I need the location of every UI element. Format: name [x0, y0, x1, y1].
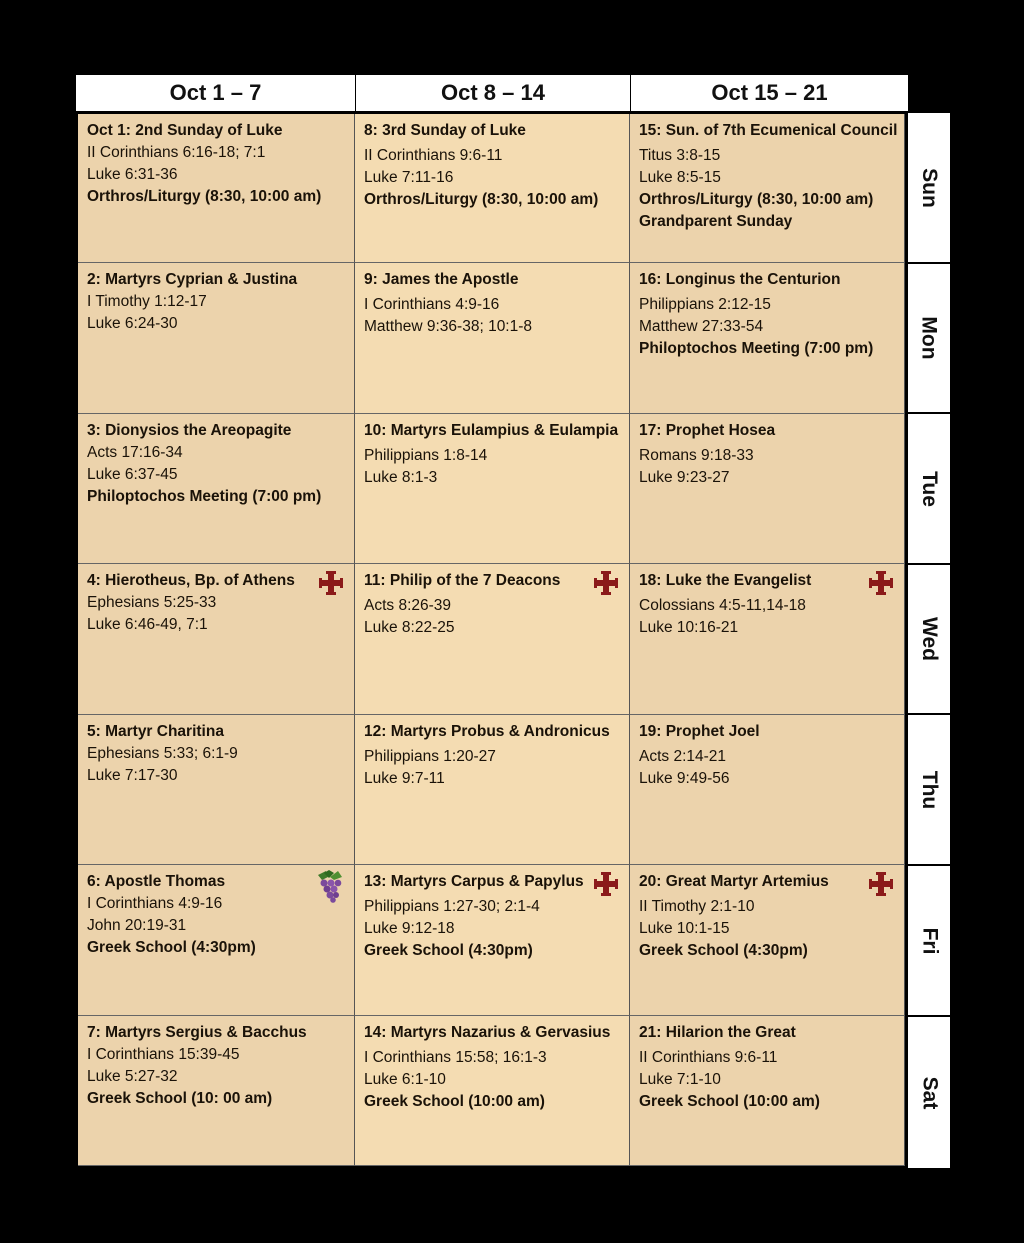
scripture-reading: John 20:19-31 — [87, 917, 187, 934]
day-label-text: Thu — [917, 770, 941, 809]
scripture-reading: Philippians 1:8-14 — [364, 447, 488, 464]
feast-title: Oct 1: 2nd Sunday of Luke — [87, 122, 283, 139]
feast-title: 10: Martyrs Eulampius & Eulampia — [364, 422, 619, 439]
day-label — [908, 113, 950, 264]
calendar-cell — [355, 865, 630, 1016]
scripture-reading: Matthew 27:33-54 — [639, 318, 764, 335]
scripture-reading: I Corinthians 15:58; 16:1-3 — [364, 1049, 547, 1066]
scripture-reading: Philippians 2:12-15 — [639, 296, 771, 313]
event-note: Philoptochos Meeting (7:00 pm) — [87, 488, 322, 505]
cross-icon — [593, 871, 619, 897]
scripture-reading: Luke 8:22-25 — [364, 619, 455, 636]
day-label-text: Wed — [918, 617, 942, 661]
calendar-grid — [78, 114, 905, 1166]
scripture-reading: Acts 8:26-39 — [364, 597, 452, 614]
scripture-reading: Acts 17:16-34 — [87, 444, 183, 461]
cross-icon — [593, 570, 619, 596]
event-note: Orthros/Liturgy (8:30, 10:00 am) — [364, 191, 599, 208]
calendar-cell — [630, 715, 905, 865]
feast-title: 12: Martyrs Probus & Andronicus — [364, 723, 610, 740]
calendar-cell — [630, 114, 905, 263]
event-note: Greek School (10:00 am) — [364, 1093, 545, 1110]
calendar-cell — [355, 1016, 630, 1166]
cross-icon — [868, 570, 894, 596]
scripture-reading: Luke 6:31-36 — [87, 166, 178, 183]
scripture-reading: Ephesians 5:33; 6:1-9 — [87, 745, 238, 762]
cross-icon — [318, 570, 344, 596]
scripture-reading: I Corinthians 4:9-16 — [364, 296, 500, 313]
scripture-reading: Acts 2:14-21 — [639, 748, 727, 765]
scripture-reading: I Timothy 1:12-17 — [87, 293, 207, 310]
scripture-reading: Luke 9:12-18 — [364, 920, 455, 937]
scripture-reading: II Timothy 2:1-10 — [639, 898, 755, 915]
day-label — [908, 565, 950, 715]
day-label — [908, 414, 950, 565]
calendar-cell — [78, 263, 355, 414]
scripture-reading: Philippians 1:20-27 — [364, 748, 496, 765]
scripture-reading: Luke 8:1-3 — [364, 469, 438, 486]
calendar-cell — [78, 715, 355, 865]
scripture-reading: Luke 6:1-10 — [364, 1071, 446, 1088]
scripture-reading: II Corinthians 9:6-11 — [639, 1049, 778, 1066]
feast-title: 8: 3rd Sunday of Luke — [364, 122, 526, 139]
calendar-cell — [355, 114, 630, 263]
event-note: Greek School (4:30pm) — [639, 942, 808, 959]
scripture-reading: Colossians 4:5-11,14-18 — [639, 597, 806, 614]
feast-title: 9: James the Apostle — [364, 271, 519, 288]
scripture-reading: I Corinthians 4:9-16 — [87, 895, 223, 912]
day-label-text: Sat — [918, 1076, 941, 1109]
event-note: Grandparent Sunday — [639, 213, 793, 230]
calendar-cell — [78, 865, 355, 1016]
calendar-cell — [78, 414, 355, 564]
week-header: Oct 15 – 21 — [630, 75, 908, 111]
feast-title: 3: Dionysios the Areopagite — [87, 422, 292, 439]
feast-title: 19: Prophet Joel — [639, 723, 760, 740]
calendar-cell — [355, 564, 630, 715]
scripture-reading: II Corinthians 9:6-11 — [364, 147, 503, 164]
event-note: Orthros/Liturgy (8:30, 10:00 am) — [87, 188, 322, 205]
grapes-icon — [314, 869, 344, 903]
day-label-text: Sun — [917, 167, 941, 208]
scripture-reading: Luke 6:37-45 — [87, 466, 178, 483]
scripture-reading: Romans 9:18-33 — [639, 447, 754, 464]
day-label — [908, 715, 950, 866]
feast-title: 6: Apostle Thomas — [87, 873, 226, 890]
calendar-cell — [630, 865, 905, 1016]
event-note: Greek School (4:30pm) — [87, 939, 256, 956]
event-note: Greek School (4:30pm) — [364, 942, 533, 959]
scripture-reading: Luke 6:46-49, 7:1 — [87, 616, 208, 633]
feast-title: 4: Hierotheus, Bp. of Athens — [87, 572, 295, 589]
day-label-text: Mon — [918, 316, 941, 360]
calendar-cell — [355, 414, 630, 564]
calendar-cell — [630, 564, 905, 715]
scripture-reading: I Corinthians 15:39-45 — [87, 1046, 240, 1063]
day-label — [908, 866, 950, 1017]
feast-title: 15: Sun. of 7th Ecumenical Council — [639, 122, 898, 139]
event-note: Greek School (10:00 am) — [639, 1093, 820, 1110]
scripture-reading: Luke 5:27-32 — [87, 1068, 178, 1085]
feast-title: 5: Martyr Charitina — [87, 723, 224, 740]
scripture-reading: Luke 7:1-10 — [639, 1071, 721, 1088]
calendar-cell — [630, 1016, 905, 1166]
event-note: Greek School (10: 00 am) — [87, 1090, 273, 1107]
day-label — [908, 264, 950, 414]
calendar-cell — [78, 564, 355, 715]
event-note: Philoptochos Meeting (7:00 pm) — [639, 340, 874, 357]
scripture-reading: Luke 9:7-11 — [364, 770, 445, 787]
day-label-text: Fri — [918, 927, 941, 954]
feast-title: 7: Martyrs Sergius & Bacchus — [87, 1024, 307, 1041]
feast-title: 16: Longinus the Centurion — [639, 271, 841, 288]
scripture-reading: Luke 6:24-30 — [87, 315, 178, 332]
feast-title: 2: Martyrs Cyprian & Justina — [87, 271, 298, 288]
cross-icon — [868, 871, 894, 897]
week-header: Oct 8 – 14 — [355, 75, 630, 111]
calendar-cell — [355, 715, 630, 865]
calendar-cell — [78, 114, 355, 263]
scripture-reading: Luke 10:1-15 — [639, 920, 730, 937]
scripture-reading: II Corinthians 6:16-18; 7:1 — [87, 144, 266, 161]
scripture-reading: Matthew 9:36-38; 10:1-8 — [364, 318, 533, 335]
day-label — [908, 1017, 950, 1170]
calendar-cell — [78, 1016, 355, 1166]
scripture-reading: Philippians 1:27-30; 2:1-4 — [364, 898, 540, 915]
feast-title: 14: Martyrs Nazarius & Gervasius — [364, 1024, 611, 1041]
feast-title: 21: Hilarion the Great — [639, 1024, 796, 1041]
scripture-reading: Luke 8:5-15 — [639, 169, 721, 186]
feast-title: 11: Philip of the 7 Deacons — [364, 572, 561, 589]
feast-title: 13: Martyrs Carpus & Papylus — [364, 873, 584, 890]
day-label-text: Tue — [918, 470, 941, 507]
feast-title: 17: Prophet Hosea — [639, 422, 776, 439]
event-note: Orthros/Liturgy (8:30, 10:00 am) — [639, 191, 874, 208]
week-header: Oct 1 – 7 — [76, 75, 355, 111]
scripture-reading: Titus 3:8-15 — [639, 147, 721, 164]
feast-title: 18: Luke the Evangelist — [639, 572, 812, 589]
calendar-cell — [355, 263, 630, 414]
scripture-reading: Ephesians 5:25-33 — [87, 594, 217, 611]
calendar-cell — [630, 414, 905, 564]
scripture-reading: Luke 10:16-21 — [639, 619, 739, 636]
scripture-reading: Luke 9:49-56 — [639, 770, 730, 787]
calendar-cell — [630, 263, 905, 414]
scripture-reading: Luke 7:11-16 — [364, 169, 454, 186]
scripture-reading: Luke 9:23-27 — [639, 469, 730, 486]
scripture-reading: Luke 7:17-30 — [87, 767, 178, 784]
feast-title: 20: Great Martyr Artemius — [639, 873, 829, 890]
